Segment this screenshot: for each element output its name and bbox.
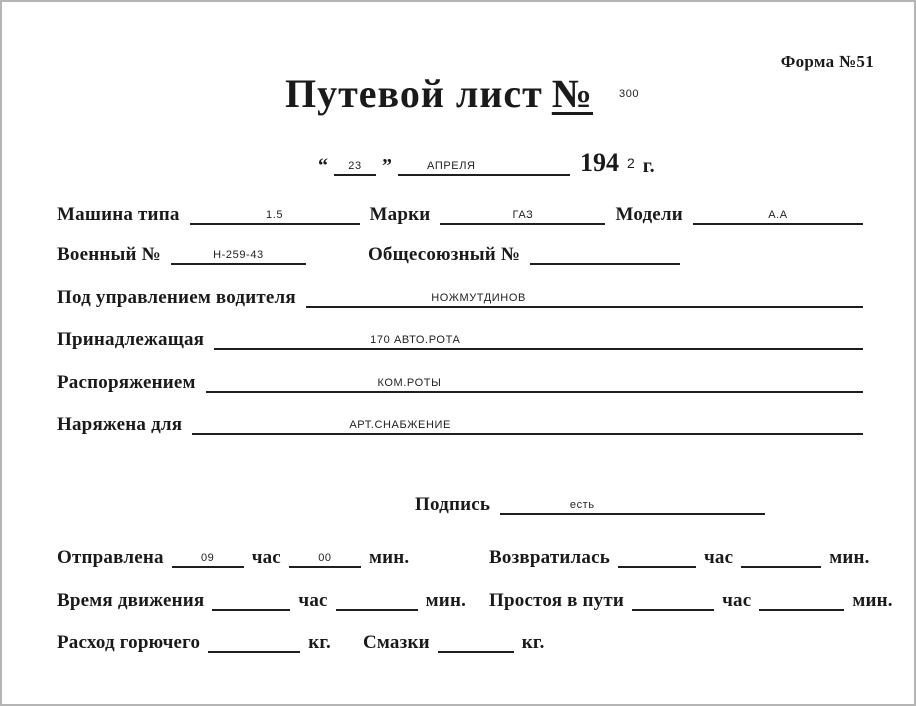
departed-label: Отправлена [57, 547, 164, 569]
year-digit: 2 [627, 155, 635, 171]
fuel-unit-label: кг. [308, 632, 331, 654]
idle-time-label: Простоя в пути [489, 590, 625, 612]
min-unit-label: мин. [425, 590, 467, 612]
hour-unit-label: час [298, 590, 328, 612]
signature-value: есть [569, 499, 595, 511]
order-value: КОМ.РОТЫ [377, 377, 442, 389]
signature-row [415, 485, 765, 515]
model-label: Модели [615, 204, 683, 226]
order-field [206, 369, 863, 393]
departed-group [57, 544, 489, 568]
date-row [318, 144, 655, 176]
brand-value: ГАЗ [512, 209, 534, 221]
consumption-row [57, 623, 891, 653]
driving-time-group [57, 587, 489, 611]
waybill-number-value: 300 [618, 88, 640, 100]
purpose-label: Наряжена для [57, 414, 183, 436]
signature-field [500, 491, 765, 515]
hour-unit-label: час [703, 547, 734, 569]
min-unit-label: мин. [852, 590, 893, 612]
machine-type-value: 1.5 [266, 209, 284, 221]
military-number-label: Военный № [57, 244, 161, 266]
machine-type-field [190, 201, 360, 225]
fuel-field [208, 629, 300, 653]
close-quote: ” [382, 155, 392, 177]
returned-label: Возвратилась [489, 547, 610, 569]
signature-label: Подпись [415, 494, 491, 516]
date-day-value: 23 [348, 160, 362, 172]
departed-hour-value: 09 [200, 552, 215, 564]
lube-label: Смазки [363, 632, 430, 654]
purpose-field [192, 411, 863, 435]
date-month-value: АПРЕЛЯ [427, 160, 476, 172]
fuel-label: Расход горючего [57, 632, 201, 654]
purpose-value: АРТ.СНАБЖЕНИЕ [349, 419, 451, 431]
driver-row [57, 278, 863, 308]
idle-hour-field [632, 587, 714, 611]
brand-field [440, 201, 605, 225]
military-number-value: Н-259-43 [213, 249, 264, 261]
idle-time-group [489, 587, 893, 611]
numbers-row [57, 235, 863, 265]
form-number-label: Форма №51 [780, 52, 874, 71]
driver-field [306, 284, 863, 308]
lube-unit-label: кг. [521, 632, 545, 654]
driver-value: НОЖМУТДИНОВ [431, 292, 526, 304]
page-title [285, 71, 593, 116]
open-quote: “ [318, 155, 328, 177]
year-prefix: 194 [580, 148, 619, 177]
year-suffix: г. [642, 155, 655, 177]
numero-sign: № [551, 71, 593, 116]
vehicle-row [57, 195, 863, 225]
model-field [693, 201, 863, 225]
military-number-field [171, 241, 306, 265]
title-row [285, 70, 639, 118]
union-number-label: Общесоюзный № [367, 244, 521, 266]
machine-type-label: Машина типа [57, 204, 180, 226]
driving-hour-field [212, 587, 290, 611]
departed-min-field [289, 544, 361, 568]
order-row [57, 363, 863, 393]
belonging-field [214, 326, 863, 350]
departed-returned-row [57, 538, 891, 568]
returned-min-field [741, 544, 821, 568]
hour-unit-label: час [251, 547, 281, 569]
departed-min-value: 00 [318, 552, 332, 564]
departed-hour-field [172, 544, 244, 568]
min-unit-label: мин. [368, 547, 410, 569]
brand-label: Марки [369, 204, 431, 226]
driving-idle-row [57, 581, 891, 611]
returned-hour-field [618, 544, 696, 568]
driving-min-field [336, 587, 418, 611]
idle-min-field [759, 587, 844, 611]
lube-field [438, 629, 514, 653]
model-value: А.А [768, 209, 788, 221]
belonging-row [57, 320, 863, 350]
belonging-value: 170 АВТО.РОТА [370, 334, 461, 346]
union-number-field [530, 241, 680, 265]
returned-group [489, 544, 891, 568]
purpose-row [57, 405, 863, 435]
min-unit-label: мин. [829, 547, 870, 569]
driving-time-label: Время движения [57, 590, 205, 612]
belonging-label: Принадлежащая [57, 329, 205, 351]
driver-label: Под управлением водителя [57, 287, 296, 309]
hour-unit-label: час [722, 590, 752, 612]
page-title-text: Путевой лист [285, 71, 543, 116]
date-day-field [334, 152, 376, 176]
date-month-field [398, 152, 570, 176]
order-label: Распоряжением [57, 372, 196, 394]
